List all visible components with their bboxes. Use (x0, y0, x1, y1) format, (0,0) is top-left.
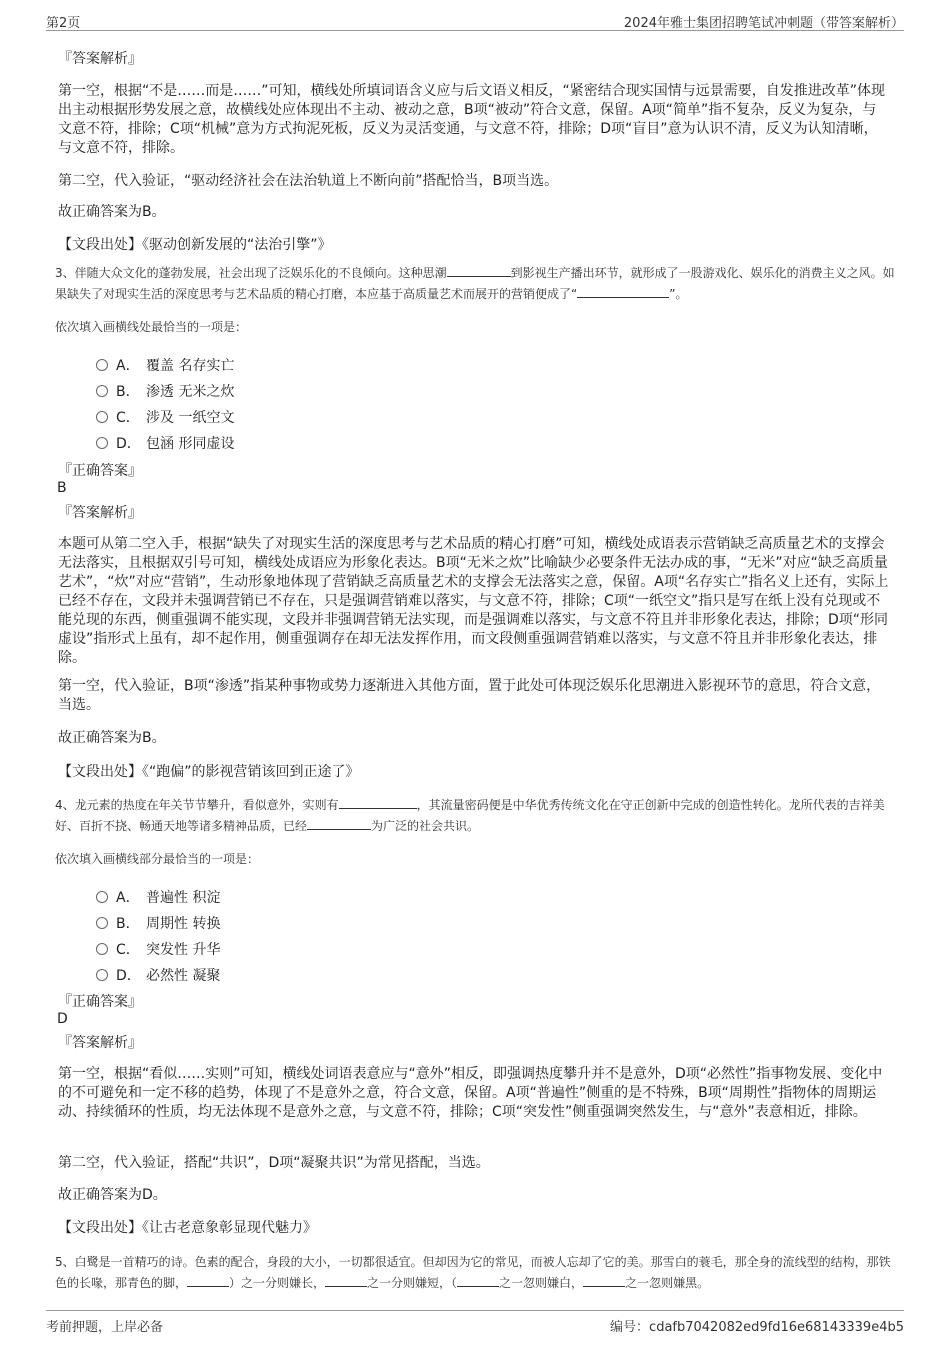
q4-source: 【文段出处】《让古老意象彰显现代魅力》 (58, 1220, 317, 1236)
option-key: C． (116, 942, 140, 958)
q4-option-a[interactable] (96, 887, 220, 907)
q2-analysis-p3: 故正确答案为B。 (58, 204, 166, 220)
radio-icon[interactable] (96, 385, 108, 397)
option-key: A． (116, 358, 140, 374)
footer-slogan: 考前押题，上岸必备 (46, 1320, 164, 1335)
q3-correct-label: 『正确答案』 (58, 463, 142, 479)
q3-source: 【文段出处】《“跑偏”的影视营销该回到正途了》 (58, 764, 360, 780)
q3-option-b[interactable] (96, 381, 234, 401)
page-footer (46, 1310, 904, 1335)
blank-line (325, 1274, 367, 1287)
radio-icon[interactable] (96, 943, 108, 955)
q4-analysis-p3: 故正确答案为D。 (58, 1187, 167, 1203)
q5-stem-part: 5、白鹭是一首精巧的诗。色素的配合，身段的大小，一切都很适宜。但却因为它的常见，而被人忘却了它的美。那雪白的蓑毛，那全身的流线型的结构，那铁色的长喙，那青色的脚， (55, 1255, 891, 1290)
q4-stem (55, 795, 900, 837)
option-text: 周期性 转换 (146, 916, 221, 932)
document-code: 编号：cdafb7042082ed9fd16e68143339e4b5 (610, 1320, 904, 1335)
blank-line (339, 796, 417, 809)
q3-stem (55, 263, 900, 305)
option-key: C． (116, 410, 140, 426)
q4-prompt: 依次填入画横线部分最恰当的一项是： (55, 852, 260, 866)
q5-stem (55, 1252, 900, 1294)
radio-icon[interactable] (96, 969, 108, 981)
radio-icon[interactable] (96, 411, 108, 423)
option-text: 包涵 形同虚设 (146, 436, 235, 452)
q4-analysis-label: 『答案解析』 (58, 1035, 142, 1051)
q3-option-c[interactable] (96, 407, 234, 427)
blank-line (583, 1274, 625, 1287)
q3-analysis-p1: 本题可从第二空入手，根据“缺失了对现实生活的深度思考与艺术品质的精心打磨”可知，横线处成语表示营销缺乏高质量艺术的支撑会无法落实，且根据双引号可知，横线处成语应为形象化表达。B项“无米之炊”比喻缺少必要条件无法办成的事，“无米”对应“缺乏高质量艺术”，“炊”对应“营销”，生动形象地体现了营销缺乏高质量艺术的支撑会无法落实之意，保留。A项“名存实亡”指名义上还有，实际上已经不存在，文段并未强调营销已不存在，只是强调营销难以落实，与文意不符，排除；C项“一纸空文”指只是写在纸上没有兑现或不能兑现的东西，侧重强调不能实现，文段并非强调营销无法实现，而是强调难以落实，与文意不符且并非形象化表达，排除；D项“形同虚设”指形式上虽有，却不起作用，侧重强调存在却无法发挥作用，而文段侧重强调营销难以落实，与文意不符且并非形象化表达，排除。 (58, 536, 889, 666)
q3-analysis-p3: 故正确答案为B。 (58, 730, 166, 746)
radio-icon[interactable] (96, 917, 108, 929)
q3-option-d[interactable] (96, 433, 234, 453)
radio-icon[interactable] (96, 437, 108, 449)
q2-source: 【文段出处】《驱动创新发展的“法治引擎”》 (58, 237, 332, 253)
q2-analysis-p1: 第一空，根据“不是……而是……”可知，横线处所填词语含义应与后文语义相反，“紧密结合现实国情与远景需要，自发推进改革”体现出主动根据形势发展之意，故横线处应体现出不主动、被动之意，B项“被动”符合文意，保留。A项“简单”指不复杂，反义为复杂，与文意不符，排除；C项“机械”意为方式拘泥死板，反义为灵活变通，与文意不符，排除；D项“盲目”意为认识不清，反义为认知清晰，与文意不符，排除。 (58, 83, 886, 156)
q5-stem-part: 之一分则嫌短，（ (367, 1276, 458, 1290)
q3-correct-answer: B (57, 480, 67, 496)
q3-analysis-label: 『答案解析』 (58, 505, 142, 521)
q4-analysis-p1: 第一空，根据“看似……实则”可知，横线处词语表意应与“意外”相反，即强调热度攀升并不是意外，D项“必然性”指事物发展、变化中的不可避免和一定不移的趋势，体现了不是意外之意，符合文意，保留。A项“普遍性”侧重的是不特殊，B项“周期性”指物体的周期运动、持续循环的性质，均无法体现不是意外之意，与文意不符，排除；C项“突发性”侧重强调突然发生，与“意外”表意相近，排除。 (58, 1066, 883, 1120)
option-text: 普遍性 积淀 (146, 890, 221, 906)
radio-icon[interactable] (96, 891, 108, 903)
option-key: B． (116, 384, 140, 400)
q3-prompt: 依次填入画横线处最恰当的一项是： (55, 320, 248, 334)
blank-line (447, 264, 511, 277)
page-header (46, 8, 904, 31)
q4-option-d[interactable] (96, 965, 220, 985)
blank-line (457, 1274, 499, 1287)
q3-stem-part: ”。 (669, 287, 688, 301)
blank-line (187, 1274, 229, 1287)
document-title: 2024年雅士集团招聘笔试冲刺题（带答案解析） (623, 16, 904, 31)
option-key: D． (116, 436, 141, 452)
q4-analysis-p2: 第二空，代入验证，搭配“共识”，D项“凝聚共识”为常见搭配，当选。 (58, 1155, 490, 1171)
q5-stem-part: ）之一分则嫌长， (229, 1276, 326, 1290)
q3-stem-part: 到影视生产播出环节，就形成了一股游戏化、娱乐化的消费主义之风。如果缺失了对现实生活的深度思考与艺术品质的精心打磨，本应基于高质量艺术而展开的营销便成了“ (55, 266, 895, 301)
blank-line (577, 285, 669, 298)
option-text: 渗透 无米之炊 (146, 384, 235, 400)
q4-stem-part: 4、龙元素的热度在年关节节攀升，看似意外，实则有 (55, 798, 339, 812)
q3-analysis-p2: 第一空，代入验证，B项“渗透”指某种事物或势力逐渐进入其他方面，置于此处可体现泛娱乐化思潮进入影视环节的意思，符合文意，当选。 (58, 678, 881, 713)
q4-option-b[interactable] (96, 913, 220, 933)
option-text: 覆盖 名存实亡 (146, 358, 235, 374)
q3-stem-part: 3、伴随大众文化的蓬勃发展，社会出现了泛娱乐化的不良倾向。这种思潮 (55, 266, 447, 280)
option-text: 必然性 凝聚 (146, 968, 221, 984)
blank-line (307, 817, 371, 830)
radio-icon[interactable] (96, 359, 108, 371)
option-key: D． (116, 968, 141, 984)
option-text: 涉及 一纸空文 (146, 410, 235, 426)
option-key: B． (116, 916, 140, 932)
q5-stem-part: 之一忽则嫌白， (499, 1276, 584, 1290)
q3-option-a[interactable] (96, 355, 234, 375)
q2-analysis-p2: 第二空，代入验证，“驱动经济社会在法治轨道上不断向前”搭配恰当，B项当选。 (58, 173, 559, 189)
q4-option-c[interactable] (96, 939, 220, 959)
option-text: 突发性 升华 (146, 942, 221, 958)
q2-analysis-label: 『答案解析』 (58, 51, 142, 67)
q4-correct-label: 『正确答案』 (58, 994, 142, 1010)
q5-stem-part: 之一忽则嫌黑。 (625, 1276, 710, 1290)
page-number: 第2页 (46, 16, 81, 31)
option-key: A． (116, 890, 140, 906)
q4-stem-part: ，其流量密码便是中华优秀传统文化在守正创新中完成的创造性转化。龙所代表的吉祥美好、百折不挠、畅通天地等诸多精神品质，已经 (55, 798, 885, 833)
q4-correct-answer: D (57, 1011, 68, 1027)
q4-stem-part: 为广泛的社会共识。 (371, 819, 480, 833)
